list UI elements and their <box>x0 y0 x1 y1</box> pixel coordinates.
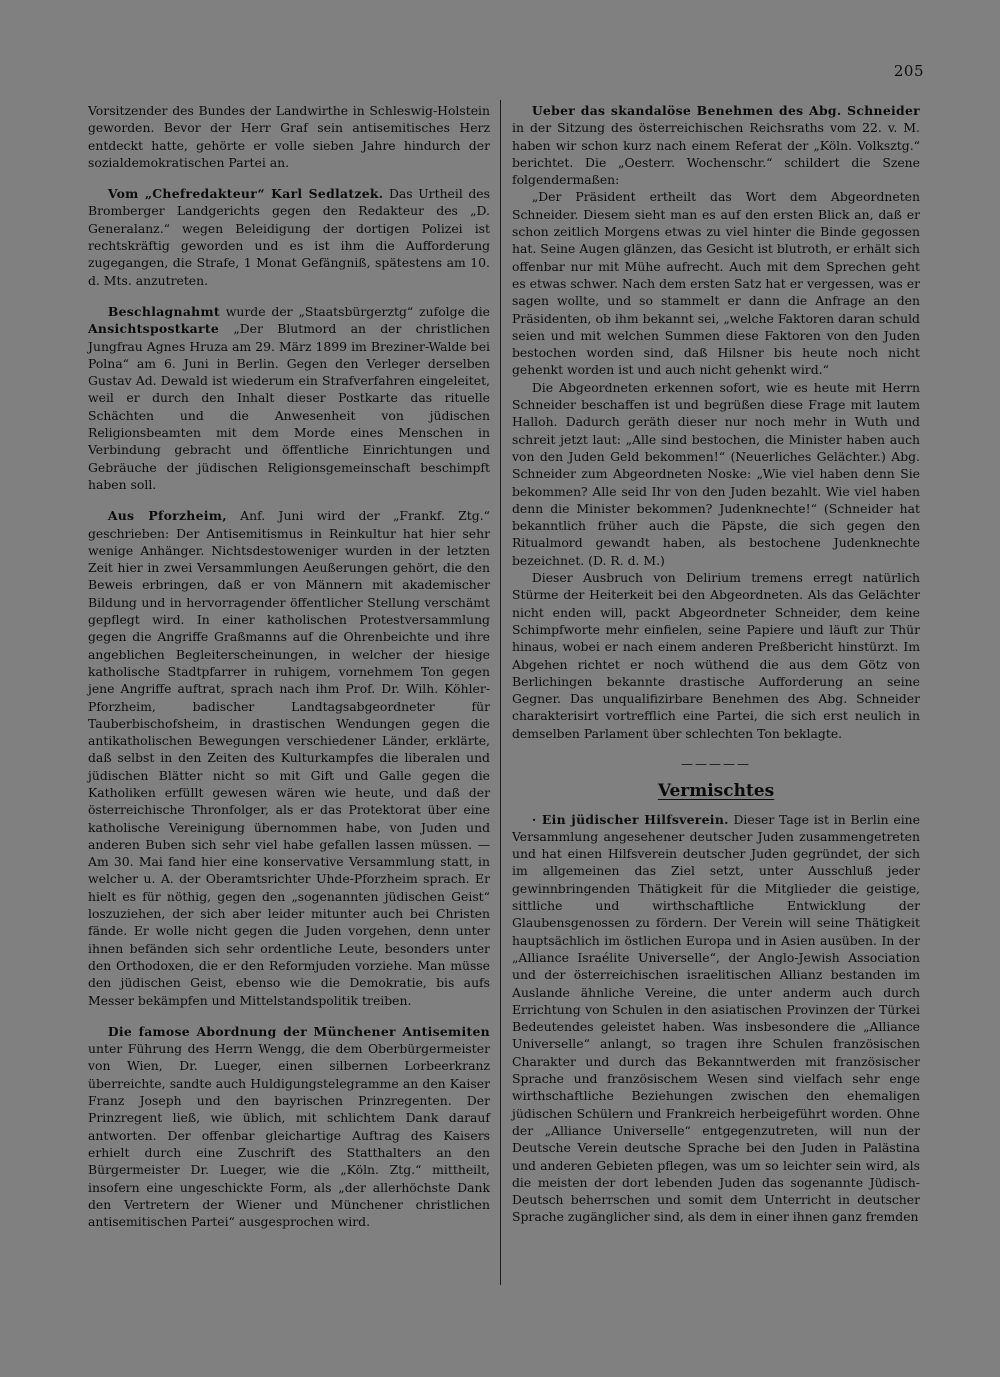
left-column <box>88 102 490 1230</box>
paragraph-bund-der-landwirthe: Vorsitzender des Bundes der Landwirthe in Schleswig-Holstein geworden. Bevor der Herr Graf sein antisemitisches Herz entdeckt hatte, gehörte er volle sieben Jahre hindurch der sozialdemokratischen Partei an. <box>88 103 490 170</box>
article-sedlatzek <box>88 185 490 289</box>
article-heading: Vom „Chefredakteur“ Karl Sedlatzek. <box>107 186 384 202</box>
article-pforzheim <box>88 507 490 1009</box>
article-body: „Der Blutmord an der christlichen Jungfrau Agnes Hruza am 29. März 1899 im Breziner-Walde bei Polna“ am 6. Juni in Berlin. Gegen den Verleger derselben Gustav Ad. Dewald ist wiederum ein Strafverfahren eingeleitet, weil er durch den Inhalt dieser Postkarte das rituelle Schächten und die Anwesenheit von jüdischen Religionsbeamten mit dem Morde eines Menschen in Verbindung gebracht und öffentliche Einrichtungen und Gebräuche der jüdischen Religionsgemeinschaft beschimpft haben soll. <box>88 321 490 492</box>
article-hilfsverein <box>512 811 920 1226</box>
section-separator: ————— <box>681 756 751 771</box>
article-body: wurde der „Staatsbürgerztg“ zufolge die <box>219 303 490 319</box>
article-heading: Ueber das skandalöse Benehmen des Abg. Schneider <box>531 103 920 118</box>
section-title: Vermischtes <box>657 781 775 802</box>
article-body: Anf. Juni wird der „Frankf. Ztg.“ geschrieben: Der Antisemitismus in Reinkultur hat hier sehr wenige Anhänger. Nichtsdestoweniger wurden in der letzten Zeit hier in zwei Versammlungen Aeußerungen gehört, die den Beweis erbringen, daß er von Männern mit akademischer Bildung und in hervorragender öffentlicher Stellung verschämt gepflegt wird. In einer katholischen Protestversammlung gegen die Angriffe Graßmanns auf die Ohrenbeichte und ihre angeblichen Begleiterscheinungen, in welcher der hiesige katholische Stadtpfarrer in ruhigem, vornehmem Ton gegen jene Angriffe auftrat, sprach nach ihm Prof. Dr. Wilh. Köhler-Pforzheim, badischer Landtagsabgeordneter für Tauberbischofsheim, in drastischen Wendungen gegen die antikatholischen Bewegungen verschiedener Länder, erklärte, daß selbst in den Zeiten des Kulturkampfes die liberalen und jüdischen Blätter nicht so mit Gift und Galle gegen die Katholiken erfüllt gewesen wären wie heute, und daß der österreichische Thronfolger, als er das Protektorat über eine katholische Vereinigung übernommen habe, von Juden und anderen Buben sich sehr viel habe gefallen lassen müssen. — Am 30. Mai fand hier eine konservative Versammlung statt, in welcher u. A. der Oberamtsrichter Uhde-Pforzheim sprach. Er hielt es für nöthig, gegen den „sogenannten jüdischen Geist“ loszuziehen, der sich aber leider mitunter auch bei Christen fände. Er wolle nicht gegen die Juden vorgehen, denn unter ihnen befänden sich sehr ordentliche Leute, besonders unter den Orthodoxen, die er den Reformjuden vorziehe. Man müsse den jüdischen Geist, ebenso wie die Demokratie, bis aufs Messer bekämpfen und Mittelstandspolitik treiben. <box>88 508 490 1008</box>
article-abg-schneider <box>512 102 920 188</box>
right-column <box>512 102 920 1226</box>
quote-paragraph: Die Abgeordneten erkennen sofort, wie es heute mit Herrn Schneider beschaffen ist und begrüßen diese Frage mit lautem Halloh. Dadurch geräth dieser nur noch mehr in Wuth und schreit jetzt laut: „Alle sind bestochen, die Minister haben auch von den Juden Geld bekommen!“ (Neuerliches Gelächter.) Abg. Schneider zum Abgeordneten Noske: „Wie viel haben denn Sie bekommen? Alle seid Ihr von den Juden bezahlt. Wie viel haben denn die Minister bekommen? Judenknechte!“ (Schneider hat bekanntlich früher auch die Päpste, die sich gegen den Ritualmord gewandt haben, als bestochene Judenknechte bezeichnet. (D. R. d. M.) <box>512 379 920 568</box>
quote-paragraph: Dieser Ausbruch von Delirium tremens erregt natürlich Stürme der Heiterkeit bei den Abgeordneten. Als das Gelächter nicht enden will, packt Abgeordneter Schneider, dem keine Schimpfworte mehr einfielen, seine Papiere und läuft zur Thür hinaus, wobei er nach einem anderen Preßbericht hinstürzt. Im Abgehen richtet er noch wüthend die aus dem Götz von Berlichingen bekannte drastische Aufforderung an seine Gegner. Das unqualifizirbare Benehmen des Abg. Schneider charakterisirt vortrefflich eine Partei, die sich erst neulich in demselben Parlament über schlechten Ton beklagte. <box>512 570 920 741</box>
article-heading: · Ein jüdischer Hilfsverein. <box>531 811 729 827</box>
column-divider <box>500 100 501 1285</box>
article-beschlagnahmt <box>88 303 490 493</box>
article-heading: Die famose Abordnung der Münchener Antisemiten <box>107 1023 490 1039</box>
article-body: unter Führung des Herrn Wengg, die dem Oberbürgermeister von Wien, Dr. Lueger, einen silbernen Lorbeerkranz überreichte, sandte auch Huldigungstelegramme an den Kaiser Franz Joseph und den bayrischen Prinzregenten. Der Prinzregent ließ, wie üblich, mit schlichtem Dank darauf antworten. Der offenbar gleichartige Auftrag des Kaisers erhielt durch eine Zuschrift des Statthalters an den Bürgermeister Dr. Lueger, wie die „Köln. Ztg.“ mittheilt, insofern eine ungeschickte Form, als „der allerhöchste Dank den Vertretern der Wiener und Münchener christlichen antisemitischen Partei“ ausgesprochen wird. <box>88 1041 490 1230</box>
article-body: Das Urtheil des Bromberger Landgerichts gegen den Redakteur des „D. Generalanz.“ wegen Beleidigung der dortigen Polizei ist rechtskräftig geworden und es ist ihm die Aufforderung zugegangen, die Strafe, 1 Monat Gefängniß, spätestens am 10. d. Mts. anzutreten. <box>88 186 490 288</box>
article-emphasis: Ansichtspostkarte <box>88 321 220 337</box>
article-body: in der Sitzung des österreichischen Reichsraths vom 22. v. M. haben wir schon kurz nach einem Referat der „Köln. Volksztg.“ berichtet. Die „Oesterr. Wochenschr.“ schildert die Szene folgendermaßen: <box>512 120 920 188</box>
article-heading: Aus Pforzheim, <box>107 508 227 524</box>
quote-paragraph: „Der Präsident ertheilt das Wort dem Abgeordneten Schneider. Diesem sieht man es auf den ersten Blick an, daß er schon zeitlich Morgens etwas zu viel hinter die Binde gegossen hat. Seine Augen glänzen, das Gesicht ist blutroth, er erhält sich offenbar nur mit Mühe aufrecht. Auch mit dem Sprechen geht es etwas schwer. Nach dem ersten Satz hat er vergessen, was er sagen wollte, und so stammelt er dann die Anfrage an den Präsidenten, ob ihm bekannt sei, „welche Faktoren daran schuld seien und mit welchen Summen diese Faktoren von den Juden bestochen worden sind, daß Hilsner bis heute noch nicht gehenkt worden ist und auch nicht gehenkt wird.“ <box>512 189 920 378</box>
page-number: 205 <box>893 62 924 80</box>
article-body: Dieser Tage ist in Berlin eine Versammlung angesehener deutscher Juden zusammengetreten und hat einen Hilfsverein deutscher Juden gegründet, der sich im allgemeinen das Ziel setzt, unter Ausschluß jeder gewinnbringenden Thätigkeit für die Mitglieder die geistige, sittliche und wirthschaftliche Entwicklung der Glaubensgenossen zu fördern. Der Verein will seine Thätigkeit hauptsächlich im östlichen Europa und in Asien ausüben. In der „Alliance Israélite Universelle“, der Anglo-Jewish Association und der österreichischen israelitischen Allianz bestanden im Auslande ähnliche Vereine, die unter anderm auch durch Errichtung von Schulen in den asiatischen Provinzen der Türkei Bedeutendes geleistet haben. Was insbesondere die „Alliance Universelle“ anlangt, so tragen ihre Schulen französischen Charakter und durch das Bekanntwerden mit französischer Sprache und französischem Wesen sind vielfach sehr enge wirthschaftliche Beziehungen zwischen den ehemaligen jüdischen Schülern und Frankreich herbeigeführt worden. Ohne der „Alliance Universelle“ entgegenzutreten, will nun der Deutsche Verein deutsche Sprache bei den Juden in Palästina und anderen Gebieten pflegen, was um so leichter sein wird, als die meisten der dort lebenden Juden das sogenannte Jüdisch-Deutsch beherrschen und somit dem Unterricht in deutscher Sprache zugänglicher sind, als dem in einer ihnen ganz fremden <box>512 811 920 1225</box>
article-muenchener-antisemiten <box>88 1023 490 1231</box>
article-heading: Beschlagnahmt <box>107 303 220 319</box>
